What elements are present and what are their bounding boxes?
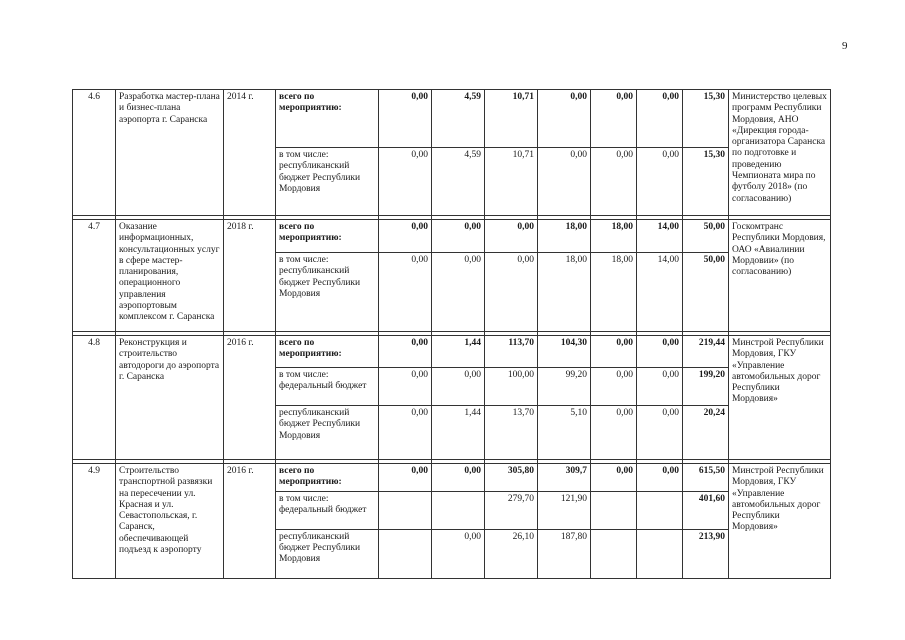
amount-cell: 18,00 <box>538 253 591 332</box>
item-title: Строительство транспортной развязки на пересечении ул. Красная и ул. Севастопольская, г. Саранск, обеспечивающей подъезд к аэропорту <box>116 464 224 579</box>
item-number: 4.7 <box>73 220 116 332</box>
funding-label: в том числе: республиканский бюджет Республики Мордовия <box>276 148 379 216</box>
program-table <box>72 89 831 579</box>
table-row <box>73 464 831 492</box>
executor-cell: Минстрой Республики Мордовия, ГКУ «Управление автомобильных дорог Республики Мордовия» <box>729 464 831 579</box>
amount-cell: 401,60 <box>683 491 729 529</box>
amount-cell: 0,00 <box>591 368 637 406</box>
amount-cell <box>637 491 683 529</box>
funding-label: всего по мероприятию: <box>276 336 379 368</box>
item-title: Реконструкция и строительство автодороги до аэропорта г. Саранска <box>116 336 224 460</box>
amount-cell: 18,00 <box>591 220 637 253</box>
amount-cell <box>379 491 432 529</box>
amount-cell <box>637 529 683 578</box>
amount-cell: 10,71 <box>485 90 538 148</box>
amount-cell: 10,71 <box>485 148 538 216</box>
item-year: 2016 г. <box>224 464 276 579</box>
amount-cell: 0,00 <box>637 464 683 492</box>
item-year: 2014 г. <box>224 90 276 216</box>
amount-cell: 305,80 <box>485 464 538 492</box>
amount-cell: 0,00 <box>379 90 432 148</box>
amount-cell: 0,00 <box>637 90 683 148</box>
amount-cell: 15,30 <box>683 90 729 148</box>
amount-cell: 0,00 <box>432 253 485 332</box>
amount-cell: 50,00 <box>683 253 729 332</box>
amount-cell: 13,70 <box>485 406 538 460</box>
amount-cell: 0,00 <box>379 148 432 216</box>
amount-cell: 5,10 <box>538 406 591 460</box>
amount-cell: 0,00 <box>485 220 538 253</box>
amount-cell: 121,90 <box>538 491 591 529</box>
item-title: Разработка мастер-плана и бизнес-плана аэропорта г. Саранска <box>116 90 224 216</box>
table-row <box>73 90 831 148</box>
amount-cell: 219,44 <box>683 336 729 368</box>
amount-cell: 113,70 <box>485 336 538 368</box>
item-number: 4.6 <box>73 90 116 216</box>
table-row <box>73 220 831 253</box>
amount-cell: 100,00 <box>485 368 538 406</box>
amount-cell: 18,00 <box>538 220 591 253</box>
amount-cell: 0,00 <box>637 336 683 368</box>
amount-cell: 20,24 <box>683 406 729 460</box>
amount-cell: 213,90 <box>683 529 729 578</box>
amount-cell: 0,00 <box>637 368 683 406</box>
amount-cell: 0,00 <box>637 148 683 216</box>
amount-cell: 0,00 <box>432 529 485 578</box>
amount-cell: 0,00 <box>379 464 432 492</box>
item-number: 4.8 <box>73 336 116 460</box>
amount-cell <box>379 529 432 578</box>
amount-cell: 0,00 <box>379 220 432 253</box>
executor-cell: Минстрой Республики Мордовия, ГКУ «Управление автомобильных дорог Республики Мордовия» <box>729 336 831 460</box>
amount-cell: 15,30 <box>683 148 729 216</box>
amount-cell: 0,00 <box>432 368 485 406</box>
amount-cell <box>591 529 637 578</box>
amount-cell: 104,30 <box>538 336 591 368</box>
amount-cell: 0,00 <box>432 464 485 492</box>
amount-cell: 4,59 <box>432 148 485 216</box>
amount-cell: 0,00 <box>379 336 432 368</box>
amount-cell: 0,00 <box>538 90 591 148</box>
amount-cell: 1,44 <box>432 406 485 460</box>
amount-cell: 0,00 <box>591 464 637 492</box>
funding-label: в том числе: республиканский бюджет Республики Мордовия <box>276 253 379 332</box>
amount-cell: 0,00 <box>432 220 485 253</box>
amount-cell: 0,00 <box>538 148 591 216</box>
amount-cell: 1,44 <box>432 336 485 368</box>
amount-cell: 0,00 <box>379 406 432 460</box>
amount-cell: 0,00 <box>637 406 683 460</box>
amount-cell: 26,10 <box>485 529 538 578</box>
funding-label: республиканский бюджет Республики Мордовия <box>276 406 379 460</box>
amount-cell <box>591 491 637 529</box>
amount-cell: 0,00 <box>591 90 637 148</box>
funding-label: в том числе: федеральный бюджет <box>276 368 379 406</box>
funding-label: всего по мероприятию: <box>276 220 379 253</box>
amount-cell: 4,59 <box>432 90 485 148</box>
amount-cell: 279,70 <box>485 491 538 529</box>
funding-label: в том числе: федеральный бюджет <box>276 491 379 529</box>
amount-cell: 0,00 <box>485 253 538 332</box>
amount-cell: 50,00 <box>683 220 729 253</box>
amount-cell: 14,00 <box>637 253 683 332</box>
item-year: 2016 г. <box>224 336 276 460</box>
funding-label: республиканский бюджет Республики Мордовия <box>276 529 379 578</box>
page-number: 9 <box>842 40 848 52</box>
amount-cell: 0,00 <box>379 368 432 406</box>
amount-cell: 0,00 <box>591 406 637 460</box>
table-row <box>73 336 831 368</box>
executor-cell: Министерство целевых программ Республики Мордовия, АНО «Дирекция города-организатора Саранска по подготовке и проведению Чемпионата мира по футболу 2018» (по согласованию) <box>729 90 831 216</box>
item-number: 4.9 <box>73 464 116 579</box>
amount-cell: 615,50 <box>683 464 729 492</box>
funding-label: всего по мероприятию: <box>276 464 379 492</box>
amount-cell: 14,00 <box>637 220 683 253</box>
executor-cell: Госкомтранс Республики Мордовия, ОАО «Авиалинии Мордовии» (по согласованию) <box>729 220 831 332</box>
amount-cell: 99,20 <box>538 368 591 406</box>
amount-cell: 309,7 <box>538 464 591 492</box>
amount-cell: 0,00 <box>591 148 637 216</box>
funding-label: всего по мероприятию: <box>276 90 379 148</box>
item-title: Оказание информационных, консультационных услуг в сфере мастер-планирования, операционного управления аэропортовым комплексом г. Саранска <box>116 220 224 332</box>
item-year: 2018 г. <box>224 220 276 332</box>
amount-cell: 18,00 <box>591 253 637 332</box>
amount-cell <box>432 491 485 529</box>
amount-cell: 0,00 <box>379 253 432 332</box>
amount-cell: 187,80 <box>538 529 591 578</box>
amount-cell: 0,00 <box>591 336 637 368</box>
amount-cell: 199,20 <box>683 368 729 406</box>
